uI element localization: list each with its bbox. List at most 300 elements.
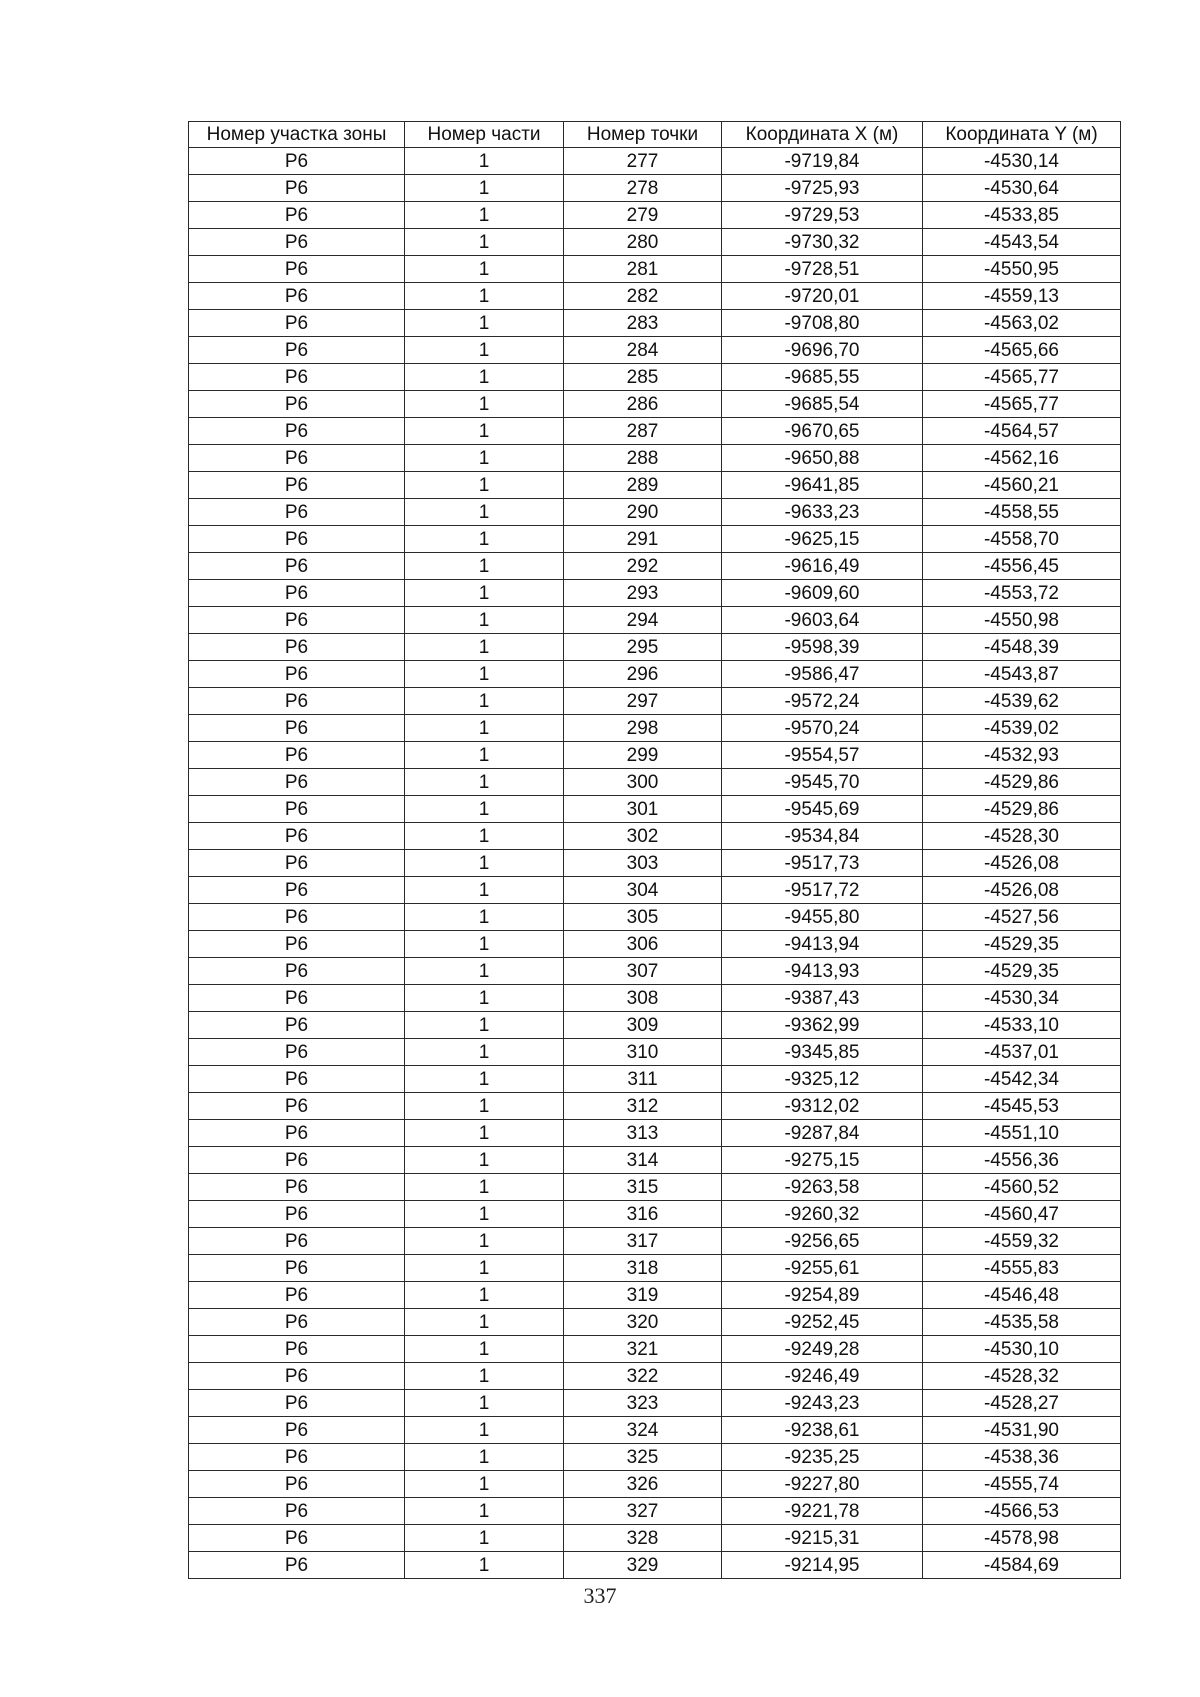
- coordinate-y-cell: -4530,34: [923, 985, 1121, 1012]
- coordinate-x-cell: -9570,24: [722, 715, 923, 742]
- coordinate-y-cell: -4562,16: [923, 445, 1121, 472]
- part-number-cell: 1: [405, 1498, 564, 1525]
- zone-plot-number-cell: Р6: [189, 1201, 405, 1228]
- coordinate-y-cell: -4528,30: [923, 823, 1121, 850]
- zone-plot-number-cell: Р6: [189, 337, 405, 364]
- table-row: [189, 1444, 1121, 1471]
- coordinate-y-cell: -4527,56: [923, 904, 1121, 931]
- table-row: [189, 1417, 1121, 1444]
- part-number-cell: 1: [405, 418, 564, 445]
- point-number-cell: 325: [564, 1444, 722, 1471]
- zone-plot-number-cell: Р6: [189, 1525, 405, 1552]
- zone-plot-number-cell: Р6: [189, 634, 405, 661]
- table-row: [189, 1471, 1121, 1498]
- zone-plot-number-cell: Р6: [189, 823, 405, 850]
- coordinate-x-cell: -9325,12: [722, 1066, 923, 1093]
- table-row: [189, 1498, 1121, 1525]
- table-row: [189, 1066, 1121, 1093]
- coordinate-x-cell: -9633,23: [722, 499, 923, 526]
- coordinate-x-cell: -9696,70: [722, 337, 923, 364]
- point-number-cell: 306: [564, 931, 722, 958]
- table-row: [189, 1147, 1121, 1174]
- point-number-cell: 287: [564, 418, 722, 445]
- table-row: [189, 1525, 1121, 1552]
- coordinate-x-cell: -9730,32: [722, 229, 923, 256]
- zone-plot-number-cell: Р6: [189, 796, 405, 823]
- coordinate-y-cell: -4528,27: [923, 1390, 1121, 1417]
- zone-plot-number-cell: Р6: [189, 1120, 405, 1147]
- point-number-cell: 279: [564, 202, 722, 229]
- zone-plot-number-cell: Р6: [189, 1282, 405, 1309]
- coordinate-x-cell: -9641,85: [722, 472, 923, 499]
- part-number-cell: 1: [405, 688, 564, 715]
- zone-plot-number-cell: Р6: [189, 1336, 405, 1363]
- table-row: [189, 742, 1121, 769]
- table-row: [189, 1174, 1121, 1201]
- coordinate-y-cell: -4565,66: [923, 337, 1121, 364]
- coordinate-x-cell: -9256,65: [722, 1228, 923, 1255]
- table-row: [189, 850, 1121, 877]
- coordinate-y-cell: -4533,85: [923, 202, 1121, 229]
- zone-plot-number-cell: Р6: [189, 1228, 405, 1255]
- coordinate-y-cell: -4550,95: [923, 256, 1121, 283]
- coordinate-x-cell: -9252,45: [722, 1309, 923, 1336]
- part-number-cell: 1: [405, 823, 564, 850]
- table-row: [189, 256, 1121, 283]
- point-number-cell: 301: [564, 796, 722, 823]
- point-number-cell: 286: [564, 391, 722, 418]
- zone-plot-number-cell: Р6: [189, 715, 405, 742]
- point-number-cell: 302: [564, 823, 722, 850]
- coordinate-x-cell: -9413,94: [722, 931, 923, 958]
- table-row: [189, 175, 1121, 202]
- coordinate-x-cell: -9215,31: [722, 1525, 923, 1552]
- coordinate-x-cell: -9586,47: [722, 661, 923, 688]
- coordinate-y-cell: -4531,90: [923, 1417, 1121, 1444]
- table-row: [189, 931, 1121, 958]
- table-row: [189, 1201, 1121, 1228]
- point-number-cell: 290: [564, 499, 722, 526]
- table-row: [189, 958, 1121, 985]
- zone-plot-number-cell: Р6: [189, 742, 405, 769]
- zone-plot-number-cell: Р6: [189, 445, 405, 472]
- part-number-cell: 1: [405, 877, 564, 904]
- point-number-cell: 283: [564, 310, 722, 337]
- coordinate-x-cell: -9345,85: [722, 1039, 923, 1066]
- part-number-cell: 1: [405, 1525, 564, 1552]
- coordinate-x-cell: -9534,84: [722, 823, 923, 850]
- point-number-cell: 284: [564, 337, 722, 364]
- part-number-cell: 1: [405, 850, 564, 877]
- zone-plot-number-cell: Р6: [189, 904, 405, 931]
- table-row: [189, 202, 1121, 229]
- coordinate-x-cell: -9235,25: [722, 1444, 923, 1471]
- part-number-cell: 1: [405, 1201, 564, 1228]
- zone-plot-number-cell: Р6: [189, 553, 405, 580]
- zone-plot-number-cell: Р6: [189, 1255, 405, 1282]
- coordinate-y-cell: -4530,10: [923, 1336, 1121, 1363]
- zone-plot-number-cell: Р6: [189, 688, 405, 715]
- table-row: [189, 904, 1121, 931]
- coordinate-y-cell: -4551,10: [923, 1120, 1121, 1147]
- coordinate-x-cell: -9728,51: [722, 256, 923, 283]
- zone-plot-number-cell: Р6: [189, 526, 405, 553]
- zone-plot-number-cell: Р6: [189, 1093, 405, 1120]
- coordinate-y-cell: -4532,93: [923, 742, 1121, 769]
- table-row: [189, 472, 1121, 499]
- zone-plot-number-cell: Р6: [189, 148, 405, 175]
- coordinate-y-cell: -4560,47: [923, 1201, 1121, 1228]
- coordinate-x-cell: -9729,53: [722, 202, 923, 229]
- coordinate-y-cell: -4560,52: [923, 1174, 1121, 1201]
- coordinate-x-cell: -9214,95: [722, 1552, 923, 1579]
- table-row: [189, 1282, 1121, 1309]
- coordinate-y-cell: -4559,13: [923, 283, 1121, 310]
- table-row: [189, 1390, 1121, 1417]
- part-number-cell: 1: [405, 931, 564, 958]
- point-number-cell: 292: [564, 553, 722, 580]
- zone-plot-number-cell: Р6: [189, 1363, 405, 1390]
- part-number-cell: 1: [405, 607, 564, 634]
- zone-plot-number-cell: Р6: [189, 607, 405, 634]
- point-number-cell: 319: [564, 1282, 722, 1309]
- coordinate-y-cell: -4565,77: [923, 364, 1121, 391]
- point-number-cell: 280: [564, 229, 722, 256]
- part-number-cell: 1: [405, 1066, 564, 1093]
- point-number-cell: 326: [564, 1471, 722, 1498]
- zone-plot-number-cell: Р6: [189, 364, 405, 391]
- point-number-cell: 294: [564, 607, 722, 634]
- point-number-cell: 323: [564, 1390, 722, 1417]
- table-body: [189, 148, 1121, 1579]
- table-row: [189, 1012, 1121, 1039]
- zone-plot-number-cell: Р6: [189, 1012, 405, 1039]
- table-header-row: [189, 122, 1121, 148]
- coordinate-x-cell: -9572,24: [722, 688, 923, 715]
- part-number-cell: 1: [405, 985, 564, 1012]
- table-row: [189, 877, 1121, 904]
- zone-plot-number-cell: Р6: [189, 931, 405, 958]
- part-number-cell: 1: [405, 904, 564, 931]
- table-row: [189, 499, 1121, 526]
- part-number-cell: 1: [405, 1336, 564, 1363]
- part-number-cell: 1: [405, 364, 564, 391]
- part-number-cell: 1: [405, 175, 564, 202]
- coordinate-x-cell: -9725,93: [722, 175, 923, 202]
- point-number-cell: 299: [564, 742, 722, 769]
- table-row: [189, 796, 1121, 823]
- part-number-cell: 1: [405, 229, 564, 256]
- point-number-cell: 289: [564, 472, 722, 499]
- coordinate-y-cell: -4528,32: [923, 1363, 1121, 1390]
- part-number-cell: 1: [405, 958, 564, 985]
- coordinate-y-cell: -4542,34: [923, 1066, 1121, 1093]
- table-row: [189, 229, 1121, 256]
- point-number-cell: 322: [564, 1363, 722, 1390]
- coordinate-x-cell: -9221,78: [722, 1498, 923, 1525]
- point-number-cell: 329: [564, 1552, 722, 1579]
- coordinate-y-cell: -4533,10: [923, 1012, 1121, 1039]
- coordinate-x-cell: -9545,70: [722, 769, 923, 796]
- coordinate-y-cell: -4526,08: [923, 877, 1121, 904]
- coordinates-table: [188, 121, 1121, 1579]
- column-header-zone-plot-number: Номер участка зоны: [189, 122, 405, 148]
- zone-plot-number-cell: Р6: [189, 202, 405, 229]
- coordinate-x-cell: -9650,88: [722, 445, 923, 472]
- point-number-cell: 318: [564, 1255, 722, 1282]
- part-number-cell: 1: [405, 526, 564, 553]
- zone-plot-number-cell: Р6: [189, 850, 405, 877]
- coordinate-y-cell: -4548,39: [923, 634, 1121, 661]
- table-row: [189, 445, 1121, 472]
- zone-plot-number-cell: Р6: [189, 769, 405, 796]
- coordinate-y-cell: -4530,64: [923, 175, 1121, 202]
- point-number-cell: 328: [564, 1525, 722, 1552]
- point-number-cell: 308: [564, 985, 722, 1012]
- coordinate-y-cell: -4563,02: [923, 310, 1121, 337]
- table-row: [189, 148, 1121, 175]
- part-number-cell: 1: [405, 310, 564, 337]
- table-row: [189, 634, 1121, 661]
- coordinate-x-cell: -9260,32: [722, 1201, 923, 1228]
- coordinate-y-cell: -4578,98: [923, 1525, 1121, 1552]
- coordinate-y-cell: -4530,14: [923, 148, 1121, 175]
- zone-plot-number-cell: Р6: [189, 877, 405, 904]
- coordinate-x-cell: -9387,43: [722, 985, 923, 1012]
- part-number-cell: 1: [405, 472, 564, 499]
- part-number-cell: 1: [405, 715, 564, 742]
- part-number-cell: 1: [405, 1255, 564, 1282]
- part-number-cell: 1: [405, 634, 564, 661]
- coordinate-x-cell: -9517,72: [722, 877, 923, 904]
- part-number-cell: 1: [405, 1552, 564, 1579]
- part-number-cell: 1: [405, 391, 564, 418]
- coordinate-y-cell: -4529,35: [923, 931, 1121, 958]
- part-number-cell: 1: [405, 1093, 564, 1120]
- table-row: [189, 1552, 1121, 1579]
- point-number-cell: 314: [564, 1147, 722, 1174]
- zone-plot-number-cell: Р6: [189, 1039, 405, 1066]
- coordinate-x-cell: -9517,73: [722, 850, 923, 877]
- table-row: [189, 310, 1121, 337]
- point-number-cell: 304: [564, 877, 722, 904]
- coordinate-x-cell: -9609,60: [722, 580, 923, 607]
- coordinate-y-cell: -4564,57: [923, 418, 1121, 445]
- part-number-cell: 1: [405, 445, 564, 472]
- point-number-cell: 297: [564, 688, 722, 715]
- coordinate-x-cell: -9455,80: [722, 904, 923, 931]
- part-number-cell: 1: [405, 1174, 564, 1201]
- point-number-cell: 327: [564, 1498, 722, 1525]
- part-number-cell: 1: [405, 1444, 564, 1471]
- coordinate-x-cell: -9362,99: [722, 1012, 923, 1039]
- zone-plot-number-cell: Р6: [189, 1498, 405, 1525]
- coordinate-x-cell: -9287,84: [722, 1120, 923, 1147]
- coordinate-x-cell: -9413,93: [722, 958, 923, 985]
- point-number-cell: 307: [564, 958, 722, 985]
- table-row: [189, 985, 1121, 1012]
- coordinate-x-cell: -9275,15: [722, 1147, 923, 1174]
- table-row: [189, 364, 1121, 391]
- part-number-cell: 1: [405, 256, 564, 283]
- point-number-cell: 311: [564, 1066, 722, 1093]
- coordinate-x-cell: -9625,15: [722, 526, 923, 553]
- zone-plot-number-cell: Р6: [189, 580, 405, 607]
- table-row: [189, 1120, 1121, 1147]
- table-row: [189, 1255, 1121, 1282]
- zone-plot-number-cell: Р6: [189, 958, 405, 985]
- point-number-cell: 316: [564, 1201, 722, 1228]
- coordinate-x-cell: -9263,58: [722, 1174, 923, 1201]
- coordinate-y-cell: -4526,08: [923, 850, 1121, 877]
- part-number-cell: 1: [405, 742, 564, 769]
- point-number-cell: 277: [564, 148, 722, 175]
- table-row: [189, 1309, 1121, 1336]
- point-number-cell: 320: [564, 1309, 722, 1336]
- point-number-cell: 282: [564, 283, 722, 310]
- table-row: [189, 607, 1121, 634]
- point-number-cell: 303: [564, 850, 722, 877]
- zone-plot-number-cell: Р6: [189, 499, 405, 526]
- point-number-cell: 278: [564, 175, 722, 202]
- coordinate-y-cell: -4555,83: [923, 1255, 1121, 1282]
- part-number-cell: 1: [405, 1417, 564, 1444]
- zone-plot-number-cell: Р6: [189, 283, 405, 310]
- part-number-cell: 1: [405, 499, 564, 526]
- table-row: [189, 1093, 1121, 1120]
- part-number-cell: 1: [405, 1120, 564, 1147]
- coordinate-x-cell: -9238,61: [722, 1417, 923, 1444]
- coordinate-y-cell: -4543,87: [923, 661, 1121, 688]
- table-row: [189, 337, 1121, 364]
- zone-plot-number-cell: Р6: [189, 1174, 405, 1201]
- zone-plot-number-cell: Р6: [189, 1147, 405, 1174]
- coordinate-y-cell: -4556,36: [923, 1147, 1121, 1174]
- zone-plot-number-cell: Р6: [189, 661, 405, 688]
- zone-plot-number-cell: Р6: [189, 175, 405, 202]
- coordinate-y-cell: -4553,72: [923, 580, 1121, 607]
- part-number-cell: 1: [405, 1039, 564, 1066]
- part-number-cell: 1: [405, 337, 564, 364]
- table-row: [189, 823, 1121, 850]
- coordinate-x-cell: -9720,01: [722, 283, 923, 310]
- coordinate-y-cell: -4529,86: [923, 796, 1121, 823]
- point-number-cell: 281: [564, 256, 722, 283]
- coordinate-x-cell: -9246,49: [722, 1363, 923, 1390]
- part-number-cell: 1: [405, 148, 564, 175]
- coordinate-x-cell: -9249,28: [722, 1336, 923, 1363]
- table-row: [189, 391, 1121, 418]
- point-number-cell: 324: [564, 1417, 722, 1444]
- column-header-point-number: Номер точки: [564, 122, 722, 148]
- part-number-cell: 1: [405, 1282, 564, 1309]
- zone-plot-number-cell: Р6: [189, 472, 405, 499]
- coordinate-y-cell: -4584,69: [923, 1552, 1121, 1579]
- part-number-cell: 1: [405, 1309, 564, 1336]
- zone-plot-number-cell: Р6: [189, 418, 405, 445]
- coordinate-y-cell: -4555,74: [923, 1471, 1121, 1498]
- zone-plot-number-cell: Р6: [189, 1066, 405, 1093]
- part-number-cell: 1: [405, 1228, 564, 1255]
- zone-plot-number-cell: Р6: [189, 229, 405, 256]
- point-number-cell: 285: [564, 364, 722, 391]
- table-row: [189, 580, 1121, 607]
- coordinate-y-cell: -4535,58: [923, 1309, 1121, 1336]
- column-header-coordinate-y: Координата Y (м): [923, 122, 1121, 148]
- point-number-cell: 291: [564, 526, 722, 553]
- coordinate-y-cell: -4539,62: [923, 688, 1121, 715]
- point-number-cell: 305: [564, 904, 722, 931]
- coordinate-x-cell: -9243,23: [722, 1390, 923, 1417]
- coordinate-y-cell: -4546,48: [923, 1282, 1121, 1309]
- table-row: [189, 1228, 1121, 1255]
- coordinate-x-cell: -9312,02: [722, 1093, 923, 1120]
- coordinate-y-cell: -4560,21: [923, 472, 1121, 499]
- point-number-cell: 313: [564, 1120, 722, 1147]
- table-row: [189, 715, 1121, 742]
- part-number-cell: 1: [405, 1390, 564, 1417]
- column-header-coordinate-x: Координата X (м): [722, 122, 923, 148]
- point-number-cell: 317: [564, 1228, 722, 1255]
- point-number-cell: 312: [564, 1093, 722, 1120]
- part-number-cell: 1: [405, 553, 564, 580]
- coordinate-y-cell: -4543,54: [923, 229, 1121, 256]
- coordinate-x-cell: -9254,89: [722, 1282, 923, 1309]
- coordinate-y-cell: -4529,35: [923, 958, 1121, 985]
- coordinate-y-cell: -4556,45: [923, 553, 1121, 580]
- zone-plot-number-cell: Р6: [189, 1390, 405, 1417]
- coordinate-y-cell: -4550,98: [923, 607, 1121, 634]
- coordinate-y-cell: -4558,70: [923, 526, 1121, 553]
- coordinate-x-cell: -9603,64: [722, 607, 923, 634]
- table-row: [189, 526, 1121, 553]
- coordinate-y-cell: -4529,86: [923, 769, 1121, 796]
- coordinate-x-cell: -9685,54: [722, 391, 923, 418]
- zone-plot-number-cell: Р6: [189, 1552, 405, 1579]
- page-number: 337: [583, 1583, 617, 1608]
- part-number-cell: 1: [405, 796, 564, 823]
- coordinate-x-cell: -9616,49: [722, 553, 923, 580]
- coordinate-y-cell: -4559,32: [923, 1228, 1121, 1255]
- coordinate-y-cell: -4545,53: [923, 1093, 1121, 1120]
- point-number-cell: 293: [564, 580, 722, 607]
- part-number-cell: 1: [405, 283, 564, 310]
- point-number-cell: 295: [564, 634, 722, 661]
- zone-plot-number-cell: Р6: [189, 1444, 405, 1471]
- coordinate-x-cell: -9545,69: [722, 796, 923, 823]
- coordinate-x-cell: -9685,55: [722, 364, 923, 391]
- point-number-cell: 298: [564, 715, 722, 742]
- coordinate-x-cell: -9598,39: [722, 634, 923, 661]
- coordinate-y-cell: -4539,02: [923, 715, 1121, 742]
- zone-plot-number-cell: Р6: [189, 1417, 405, 1444]
- coordinate-x-cell: -9255,61: [722, 1255, 923, 1282]
- point-number-cell: 309: [564, 1012, 722, 1039]
- coordinate-y-cell: -4537,01: [923, 1039, 1121, 1066]
- coordinate-y-cell: -4558,55: [923, 499, 1121, 526]
- coordinate-y-cell: -4565,77: [923, 391, 1121, 418]
- zone-plot-number-cell: Р6: [189, 1309, 405, 1336]
- coordinate-x-cell: -9670,65: [722, 418, 923, 445]
- table-header: [189, 122, 1121, 148]
- coordinate-y-cell: -4538,36: [923, 1444, 1121, 1471]
- coordinate-x-cell: -9719,84: [722, 148, 923, 175]
- coordinate-x-cell: -9554,57: [722, 742, 923, 769]
- point-number-cell: 288: [564, 445, 722, 472]
- part-number-cell: 1: [405, 1012, 564, 1039]
- part-number-cell: 1: [405, 1363, 564, 1390]
- table-row: [189, 418, 1121, 445]
